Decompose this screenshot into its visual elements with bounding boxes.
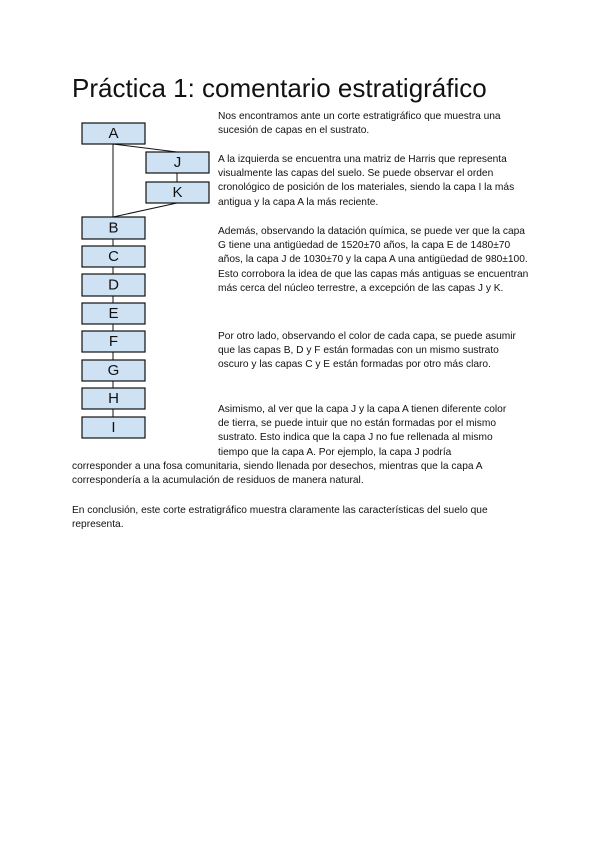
layer-j [146, 152, 209, 173]
layer-g-label: G [107, 362, 120, 379]
layer-c [82, 246, 145, 267]
layer-e [82, 303, 145, 324]
layer-e-label: E [108, 305, 119, 322]
layer-b-label: B [108, 219, 119, 237]
layer-k [146, 182, 209, 203]
layer-a [82, 123, 145, 144]
layer-h-label: H [108, 390, 119, 407]
paragraph-color: Por otro lado, observando el color de cada capa, se puede asumir que las capas B, D y F están formadas con un mismo sustrato oscuro y las capas C y E están formadas por otro más claro. [218, 331, 516, 371]
layer-k-label: K [172, 184, 183, 201]
paragraph-intro: Nos encontramos ante un corte estratigráfico que muestra una sucesión de capas en el sustrato. [218, 111, 501, 137]
paragraph-harris-matrix: A la izquierda se encuentra una matriz de Harris que representa visualmente las capas del suelo. Se puede observar el orden cronológico de posición de los materiales, siendo la capa I la más antigua y la capa A la más reciente. [218, 154, 515, 208]
layer-f [82, 331, 145, 352]
connector-a-j [113, 144, 177, 152]
layer-i [82, 417, 145, 438]
layer-h [82, 388, 145, 409]
paragraph-conclusion: En conclusión, este corte estratigráfico muestra claramente las características del suelo que representa. [72, 505, 488, 531]
layer-j-label: J [173, 154, 182, 171]
page-title: Práctica 1: comentario estratigráfico [72, 73, 487, 103]
layer-a-label: A [108, 125, 119, 142]
layer-g [82, 360, 145, 381]
layer-d-label: D [108, 276, 119, 294]
paragraph-substrate: Asimismo, al ver que la capa J y la capa A tienen diferente color de tierra, se puede intuir que no están formadas por el mismo sustrato. Esto indica que la capa J no fue rellenada al mismo tiempo que la capa A. Por ejemplo, la capa J podría [218, 404, 507, 458]
layer-f-label: F [108, 333, 119, 350]
layer-i-label: I [111, 419, 116, 436]
paragraph-dating: Además, observando la datación química, se puede ver que la capa G tiene una antigüedad de 1520±70 años, la capa E de 1480±70 años, la capa J de 1030±70 y la capa A una antigüedad de 980±100. Esto corrobora la idea de que las capas más antiguas se encuentran más cerca del núcleo terrestre, a excepción de las capas J y K. [218, 226, 529, 294]
layer-d [82, 274, 145, 296]
connector-k-b [113, 203, 177, 217]
layer-b [82, 217, 145, 239]
paragraph-substrate-continued: corresponder a una fosa comunitaria, siendo llenada por desechos, mientras que la capa A correspondería a la acumulación de residuos de manera natural. [72, 461, 483, 487]
layer-c-label: C [108, 248, 119, 265]
